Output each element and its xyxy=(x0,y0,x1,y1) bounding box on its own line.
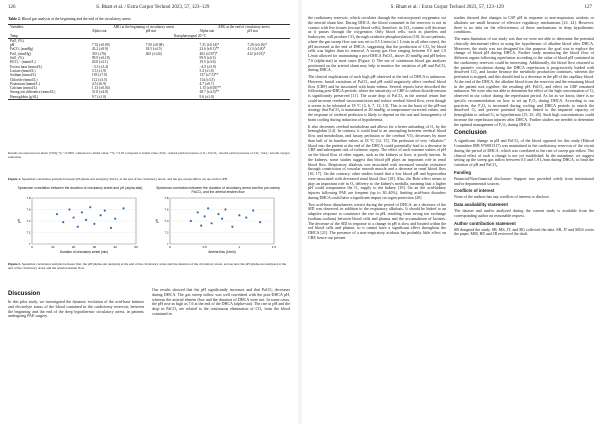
table-cell: 139 (±7.0) xyxy=(91,73,108,78)
data-point xyxy=(62,221,64,223)
journal-title: S. Bhatt et al. / Extra Corpor Technol 2023, 57, 123–129 xyxy=(96,5,210,10)
data-point xyxy=(217,213,219,215)
scatter-plot-2 xyxy=(154,187,282,259)
y-tick-label: 7.2 xyxy=(164,230,169,235)
table-subheader: pH stat xyxy=(145,29,156,34)
temperature-value: Nasopharyngeal 20 °C xyxy=(90,34,290,39)
discussion-heading: Discussion xyxy=(8,291,41,297)
table-cell: 43.2 (±8.9) xyxy=(91,47,108,52)
y-tick-label: 7.6 xyxy=(164,207,169,212)
data-point xyxy=(89,206,91,208)
x-axis-label: Duration of circulatory arrest (min) xyxy=(59,250,109,254)
table-caption xyxy=(8,17,290,21)
data-point xyxy=(85,219,87,221)
data-point xyxy=(197,211,199,213)
data-point xyxy=(104,210,106,212)
data-point xyxy=(259,221,261,223)
data-point xyxy=(200,225,202,227)
table-cell: 7.32 (±0.09) xyxy=(91,43,110,48)
table-cell: 7.50 (±0.08) xyxy=(145,43,164,48)
table-cell: 28.7 (±4.3)** xyxy=(199,90,220,95)
right-column-2 xyxy=(454,16,594,239)
table-cell: 335 (±76) xyxy=(91,51,107,56)
data-point xyxy=(221,218,223,220)
table-cell: 5.4 (±1.8) xyxy=(199,68,214,73)
table-row xyxy=(8,95,290,100)
conflicts-text: None of the authors has any conflicts of interest to disclose. xyxy=(454,194,550,200)
data-point xyxy=(56,213,58,215)
table-cell: 9.7 (±1.0) xyxy=(90,95,144,100)
table-cell: 41.3 (±5.8)* xyxy=(247,47,266,52)
x-tick-label: 50 xyxy=(134,245,138,249)
x-tick-label: 0 xyxy=(31,245,33,249)
contributions-heading: Author contribution statement xyxy=(454,220,516,226)
table-cell xyxy=(245,95,290,100)
table-cell: 412 (±101)* xyxy=(247,51,266,56)
data-point xyxy=(68,208,70,210)
x-tick-label: 30 xyxy=(92,245,97,249)
temperature-label: Temp xyxy=(8,34,90,39)
data-point xyxy=(252,210,254,212)
data-point xyxy=(81,211,83,213)
body-paragraph: It also decreases cerebral metabolism and allows for a better unloading of O₂ by the hemoglobin [14]. In contrast, it could lead to an uncoupling between cerebral blood flow and metabolism, and luxury perfusion or the cerebral VO₂ decreases by more than half of its baseline values at 18 °C [12, 15]. The perfusion of very “alkalotic” blood into the patient at the end of the DHCA could potentially lead to a decrease in CBF and subsequent risk of ischemic injury. The effect of such extreme values of pH on the blood flow of other organs, such as the kidneys or liver, is poorly known. In the kidneys, some studies suggest that blood pH plays an important role in renal blood flow. Respiratory alkalosis was associated with increased vascular resistance through constriction of vascular smooth muscle and a decrease in renal blood flow [16, 17]. On the contrary, other studies found that a low blood pH and hypercarbia were associated with decreased renal blood flow [18]. Also, the Bohr effect seems to play an important role in O₂ delivery to the kidney's medulla, meaning that a higher pH could compromise the O₂ supply to the kidney [19]. On an the acid-kidney injuries following PAE are frequent (up to 30–40%), limiting acid-base disorders during DHCA could have a significant impact on organ protection [20]. xyxy=(308,123,446,200)
row-label: Sodium (mmol/L) xyxy=(10,73,37,78)
body-paragraph: Two acid-base disturbances coexist during the period of DHCA: an a decrease of the SID was observed, in addition to the respiratory alkalosis. It should be linked to an adaptive response to counteract the rise in pH, resulting from strong ion exchange (sodium–sodium) between blood cells and plasma and the accumulation of lactates. The decrease of the SID in response to a change in pH is slow and limited within the red blood cells and plasma, so it cannot have a significant effect throughout the DHCA [21]. The presence of a non-respiratory acidosis has probably little effect on CBF, hence our present xyxy=(308,201,446,240)
figure2-caption-text: Spearman correlation analysis between first, the pH (alpha-stat analysis) at the end of the circulatory arrest and the duration of the circulatory arrest, and second, the pH (alpha-stat analysis) at the end of the circulatory arrest and the arterial ebstein flow. xyxy=(8,262,287,270)
scatter-plot-1 xyxy=(16,187,144,259)
row-label: HCO₃⁻ (mmol/L) xyxy=(10,60,36,65)
table-cell: 19.5 (±3.6) xyxy=(199,60,216,65)
data-point xyxy=(100,214,102,216)
row-label: pH xyxy=(10,43,15,48)
data-point xyxy=(77,226,79,228)
table-cell: 23.6 (±8.1)** xyxy=(199,47,220,52)
plot2-title: Spearman correlation between the duration of circulatory arrest and the pre-sweep PaCO₂ and the arterial ebstein flow xyxy=(156,186,280,194)
row-label: PaO₂ (mmHg) xyxy=(10,51,31,56)
table-cell: 4.7 (±0.7) xyxy=(199,81,214,86)
conflicts-heading: Conflicts of interest xyxy=(454,188,495,194)
table-cell: 402 (±124) xyxy=(145,51,162,56)
left-page xyxy=(0,0,298,424)
y-tick-label: 7.2 xyxy=(26,230,31,235)
data-point xyxy=(190,220,192,222)
discussion-column-1 xyxy=(8,288,144,321)
y-tick-label: 7.8 xyxy=(26,196,31,200)
body-paragraph: The main limitation of our study was that we were not able to determine the potential clinically detrimental effect in using the hypothermic of alkaline blood after DHCA. Moreover, the study was not designed for this purpose, the goal was to explore the change of blood pH during DHCA. Further study monitoring the blood flow of different organs following reperfusion according to the value of blood pH contained in the cardiotomy reservoir could be interesting. Additionally, the blood flow returned to the patient's circulation during the DHCA reperfusion is progressively loaded with dissolved CO₂ and lactate because the metabolic production continues, whereas the perfusion is stopped, and this should lead to a decrease in the pH of the capillary blood. At the end of the DHCA, the alkaline blood from the reservoir and the remaining blood in the patient mix together; the resulting pH, PaCO₂ and effect on CBF remained unknown. We were also not able to determine the effect of the high concentration of O₂ observed in our cohort during the reperfusion period. As far as we know, there is no specific recommendation on how to set up F₁O₂ during DHCA. According to our practices, the F₁O₂ is increased during cooling and DHCA periods to enrich the dissolved O₂ and prevent potential hypoxia linked to the impaired capacity of hemoglobin to unload O₂ in hypothermia [15, 25, 26]. Such high concentrations could increase the reperfusion injuries after DHCA. Further studies are needed to determine the optimal management of F₁O₂ during DHCA. xyxy=(454,36,594,127)
table-caption-text: Blood gas analysis at the beginning and the end of the circulatory arrest. xyxy=(21,17,132,21)
table-cell: 9.6 (±1.0) xyxy=(198,95,246,100)
x-tick-label: 1 xyxy=(238,245,241,249)
x-tick-label: 0 xyxy=(169,245,171,249)
table-cell: 112 (±3.5) xyxy=(91,77,107,82)
row-label: PaO₂ (%) xyxy=(10,38,24,43)
y-axis-label: pH xyxy=(155,218,159,224)
plot1-svg xyxy=(16,195,144,259)
data-point xyxy=(122,207,124,209)
y-tick-label: 7 xyxy=(28,242,31,246)
row-label: PaCO₂ (mmHg) xyxy=(10,47,34,52)
table-cell: 5.3 (±1.9) xyxy=(91,68,107,73)
table-label: Table 2. xyxy=(8,17,21,21)
row-label: SaO₂ (%) xyxy=(10,56,24,61)
conclusion-heading: Conclusion xyxy=(454,130,487,137)
y-tick-label: 7 xyxy=(166,242,169,246)
table-cell: −4.5 (±3.9) xyxy=(199,64,216,69)
running-header xyxy=(310,5,592,10)
y-tick-label: 7.4 xyxy=(164,219,169,223)
x-tick-label: 1.5 xyxy=(271,245,277,249)
data-point xyxy=(114,218,116,220)
x-tick-label: 40 xyxy=(113,245,117,249)
availability-heading: Data availability statement xyxy=(454,202,508,207)
table-cell: 402 (±107)* xyxy=(199,51,218,56)
table-subheader: Alpha stat xyxy=(91,29,107,34)
x-tick-label: 20 xyxy=(71,245,76,249)
row-label: Excess base (mmol/L) xyxy=(10,64,43,69)
row-label: Calcium (mmol/L) xyxy=(10,86,38,91)
row-label: Potassium (mmol/L) xyxy=(10,81,40,86)
table-cell: 20.8 (±2.1) xyxy=(91,60,108,65)
table-header: ABG at the beginning of circulatory arrest xyxy=(90,25,198,30)
data-point xyxy=(93,223,95,225)
row-label: Hemoglobin (g/dL) xyxy=(8,95,90,100)
figure1-label: Figure 1. xyxy=(8,177,21,181)
discussion-column-2 xyxy=(152,288,290,319)
table-note: Results are expressed as mean (±SD); *p < 0.0001 compared to initial value; **p < 0.05 compared to initial value. PaO₂: arterial partial pressure of O₂; PaCO₂: arterial partial pressure of CO₂; SaO₂: arterial oxygen saturation. xyxy=(8,151,290,159)
x-tick-label: 0.5 xyxy=(202,245,207,249)
y-tick-label: 7.8 xyxy=(164,196,169,200)
funding-heading: Funding xyxy=(454,169,471,175)
y-axis-label: pH xyxy=(17,218,21,224)
figure1-caption xyxy=(8,177,290,181)
availability-text: The dataset and and/or analyzed during the current study is available from the corresponding author on reasonable request. xyxy=(454,208,594,218)
table-cell: 7.29 (±0.16)* xyxy=(247,43,268,48)
figure1-caption-text: Spearman correlation analysis between pH (alpha-stat analysis), PaCO₂ at the end of the circulatory arrest, and the pre-sweep inflow set up on the CPB. xyxy=(21,177,228,181)
data-point xyxy=(224,208,226,210)
data-point xyxy=(110,227,112,229)
table-cell: −3.5 (±3.4) xyxy=(91,64,109,69)
discussion-paragraph: Our results showed that the pH significantly increases and that PaCO₂ decreases during DHCA. The gas sweep inflow was well correlated with the post-DHCA pH, whereas the arterial ebstein flow and the duration of DHCA were not. In some cases, the pH rose as high as 7.6 at the end of the DHCA (alpha-stat). The rise in pH and the drop in PaCO₂ are related to the continuous elimination of CO₂ from the blood contained in xyxy=(152,287,290,316)
x-axis-label: Arterial flow (L/min) xyxy=(208,250,236,254)
body-paragraph: The clinical implications of such high pH observed at the end of DHCA is unknown. However, brutal variations of PaCO₂ and pH could negatively affect cerebral blood flow (CBF) and be associated with brain edema. Several reports have described the following post-DHCA periods, where the sensitivity of CBF to carbon dioxide tension is significantly preserved [11]. The acute drop of PaCO₂ in the arterial return line could increase cerebral vasoconstriction and reduce cerebral blood flow, even though it seems to be tolerated at 18 °C [4, 6, 7, 12, 13]. This is on the basis of the pH-stat strategy that PaCO₂ is maintained at 40 mmHg, at temperature-corrected values, and the response of cerebral perfusion is likely to depend on the rate and homogeneity of brain cooling during induction of hypothermia. xyxy=(308,74,446,122)
figure2-label: Figure 2. xyxy=(8,262,21,266)
data-point xyxy=(207,207,209,209)
table-cell: 114 (±3.5) xyxy=(199,77,215,82)
data-point xyxy=(211,222,213,224)
right-page xyxy=(302,0,600,424)
figure2-caption xyxy=(8,262,290,270)
funding-text: Financial/Non-financial disclosure: Support was provided solely from institutional and/or departmental sources. xyxy=(454,175,594,186)
figure2-plots xyxy=(12,187,288,259)
running-header xyxy=(8,5,290,10)
row-label: Lactate (mmol/L) xyxy=(10,68,36,73)
discussion-paragraph: In this pilot study, we investigated the dynamic evolution of the acid-base balance and electrolyte status of the blood contained in the cardiotomy reservoir, between the beginning and the end of the deep hypothermic circulatory arrest, in patients undergoing PAE surgery. xyxy=(8,299,144,319)
plot1-title: Spearman correlation between the duration of circulatory arrest and pH (alpha-stat) xyxy=(17,186,143,190)
table-subheader: Alpha stat xyxy=(199,29,215,34)
table-header: ABG at the end of circulatory arrest xyxy=(198,25,290,30)
contributions-text: SB designed the study. SB, MS, JT, and BG collected the data. SB, JT and MGS wrote the paper. MM, BP, and JB reviewed the draft. xyxy=(454,226,594,237)
data-point xyxy=(231,226,233,228)
table-cell: 137 (±7.5)** xyxy=(199,73,219,78)
table-cell: 4.5 (±0.9) xyxy=(91,81,107,86)
row-label: Strong ion difference (mmol/L) xyxy=(10,90,56,95)
body-paragraph: the cardiotomy reservoir, which circulates through the extracorporeal oxygenator via the arterial shunt line. During DHCA, the blood contained in the reservoir is not in contact with live tissues (except blood cells); therefore, its CO₂ content will decrease as it passes through the oxygenator. Only blood cells, such as platelets and leukocytes, will produce CO₂ through oxidative phosphorylation [10]. In two patients, where the gas sweep flow rate was set to 0.5 L/min (at 1 L/min in all other cases), the pH increased at the end of DHCA, suggesting that the production of CO₂ by blood cells was higher than its removal. A sweep gas flow ranging between 0.5 and 1.0 L/min allowed for maintaining a post-DHCA PaCO₂ above 20 mmHg and pH below 7.6 (alpha-stat) in most cases (Figure 1). The use of continuous blood gas analyzer positioned on the arterial shunt may help to monitor the variation of pH and PaCO₂ during DHCA. xyxy=(308,15,446,73)
conclusion-paragraph: A significant change in pH and PaCO₂ of the blood opposed for this study (Ethical Committee IRB N°0081317) was maintained in the cardiotomy reservoir of the circuit during the period of DHCA, which was correlated to the rate of sweep gas inflow. The clinical effect of such a change is not yet established. In the meantime, we suggest setting up the sweep gas inflow between 0.5 and 1.0 L/min during DHCA, to limit the variation of pH and PaCO₂. xyxy=(454,138,594,167)
data-point xyxy=(204,215,206,217)
table-cell xyxy=(144,95,198,100)
x-tick-label: 10 xyxy=(51,245,55,249)
y-tick-label: 7.4 xyxy=(26,219,31,223)
table-cell: 1.15 (±0.05)** xyxy=(199,86,221,91)
row-label: Chloride (mmol/L) xyxy=(10,77,38,82)
body-paragraph: studies showed that changes in CSF pH in response to non-respiratory acidosis or alkalosis are small because of effective regulatory mechanisms [23, 24]. However, there is no data on the effectiveness of these mechanisms in deep hypothermic conditions. xyxy=(454,15,594,35)
table-header: Variables xyxy=(8,25,90,30)
table-cell: 7.31 (±0.14)* xyxy=(199,43,220,48)
table-cell: 99.9 (±0.3) xyxy=(199,56,216,61)
blood-gas-table xyxy=(8,24,290,100)
table-cell: 1.13 (±0.04) xyxy=(91,86,110,91)
data-point xyxy=(245,216,247,218)
table-subheader: pH stat xyxy=(247,29,258,34)
y-tick-label: 7.6 xyxy=(26,207,31,212)
right-column-1 xyxy=(308,16,446,243)
page-number: 126 xyxy=(8,5,16,10)
table-cell: 99.9 (±0.18) xyxy=(91,56,110,61)
data-point xyxy=(73,216,75,218)
data-point xyxy=(238,214,240,216)
journal-title: S. Bhatt et al. / Extra Corpor Technol 2023, 57, 123–129 xyxy=(390,5,504,10)
plot2-svg xyxy=(154,195,282,259)
table-cell: 18.5 (±4.5) xyxy=(145,47,162,52)
table-cell: 31.8 (±4.8) xyxy=(91,90,108,95)
page-number: 127 xyxy=(584,5,592,10)
